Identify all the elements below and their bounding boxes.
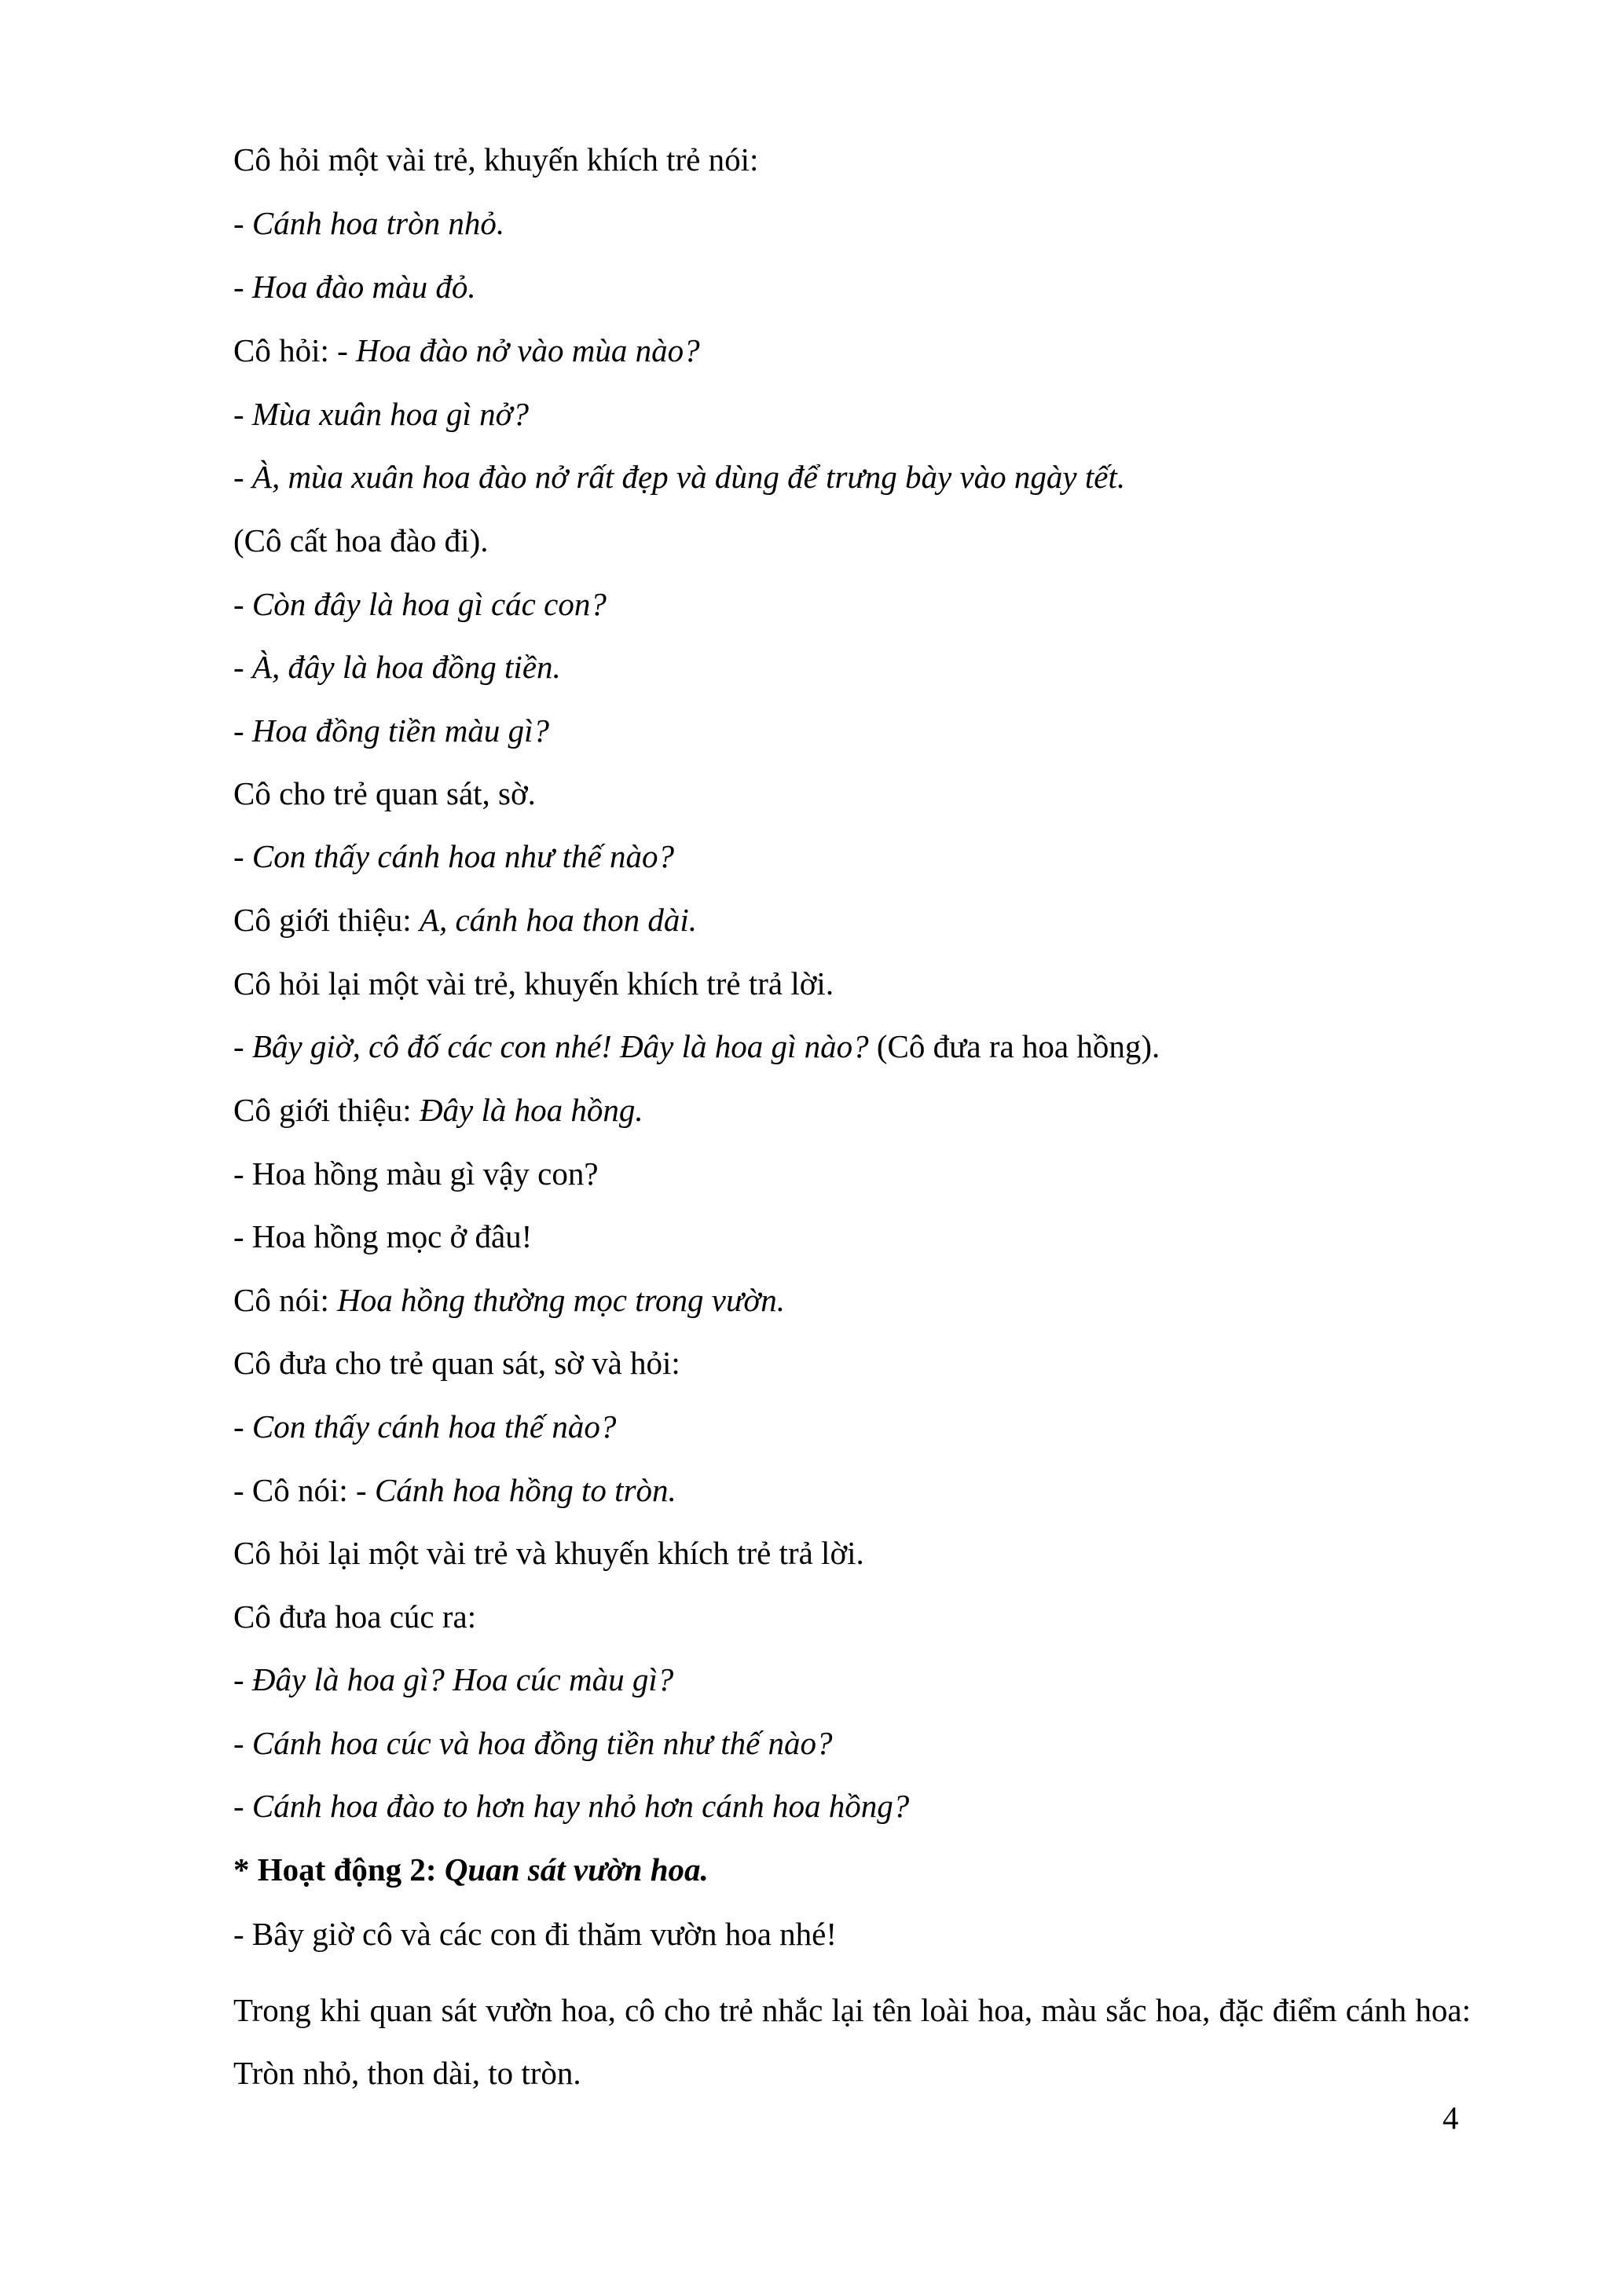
text-run: Con thấy cánh hoa thế nào? [251,1408,617,1445]
text-run: - [233,649,252,685]
text-line [233,1155,599,1192]
text-run: Cô hỏi một vài trẻ, khuyến khích trẻ nói: [233,141,759,178]
text-run: Cô nói: [233,1282,338,1318]
text-run: Cánh hoa tròn nhỏ. [251,205,505,241]
text-run: - [233,1788,252,1824]
text-line [233,901,697,939]
text-run: Cánh hoa hồng to tròn. [374,1472,676,1508]
text-run: - [233,396,252,432]
text-line [233,141,758,178]
text-run: - [233,1408,252,1445]
text-run: Đây là hoa gì? Hoa cúc màu gì? [251,1661,674,1697]
text-line [233,1851,709,1888]
text-run: Trong khi quan sát vườn hoa, cô cho trẻ nhắc lại tên loài hoa, màu sắc hoa, đặc điểm cánh hoa: Tròn nhỏ, thon dài, to tròn. [233,1992,1471,2091]
text-run: Hoa đào màu đỏ. [251,269,476,305]
text-line [233,395,529,433]
text-line [233,331,700,369]
text-line [233,1661,673,1698]
text-run: - [233,586,252,622]
text-line [233,204,504,242]
text-run: - [233,205,252,241]
text-line [233,1408,616,1445]
text-run: A, cánh hoa thon dài. [419,902,697,938]
text-run: À, mùa xuân hoa đào nở rất đẹp và dùng để trưng bày vào ngày tết. [251,459,1126,495]
text-run: Cô đưa hoa cúc ra: [233,1598,477,1635]
text-run: - Hoa đào nở vào mùa nào? [337,332,700,368]
text-line [233,1344,680,1382]
text-run: (Cô đưa ra hoa hồng). [868,1028,1160,1064]
text-line [233,712,549,749]
text-run: Cô hỏi lại một vài trẻ, khuyến khích trẻ trả lời. [233,965,834,1002]
text-run: Quan sát vườn hoa. [444,1851,709,1888]
text-run: Con thấy cánh hoa như thế nào? [251,838,674,874]
text-run: - Hoa hồng màu gì vậy con? [233,1155,599,1192]
text-line [233,1471,676,1509]
text-run: - [233,1028,252,1064]
text-line [233,1787,909,1825]
text-line [233,648,561,686]
text-line [233,1724,833,1762]
text-line [233,837,674,875]
text-run: Cô hỏi: [233,332,338,368]
text-run: Mùa xuân hoa gì nở? [251,396,530,432]
text-line [233,1979,1471,2104]
text-run: - Bây giờ cô và các con đi thăm vườn hoa nhé! [233,1916,838,1952]
text-run: - [233,1661,252,1697]
text-run: - [233,459,252,495]
text-line [233,1534,864,1572]
text-run: Hoa đồng tiền màu gì? [251,712,549,749]
text-run: - [233,838,252,874]
text-run: Cô cho trẻ quan sát, sờ. [233,775,536,811]
text-line [233,458,1125,496]
page-number: 4 [1443,2100,1459,2136]
text-line [233,1598,476,1635]
text-run: Cô đưa cho trẻ quan sát, sờ và hỏi: [233,1345,680,1381]
text-line [233,1915,837,1953]
text-run: - Hoa hồng mọc ở đâu! [233,1218,533,1254]
text-line [233,1091,643,1129]
text-run: Hoa hồng thường mọc trong vườn. [337,1282,785,1318]
text-line [233,1218,532,1255]
text-line [233,774,536,812]
text-run: Cánh hoa cúc và hoa đồng tiền như thế nào? [251,1725,833,1761]
text-run: * Hoạt động 2: [233,1851,445,1888]
text-run: À, đây là hoa đồng tiền. [251,649,561,685]
text-run: (Cô cất hoa đào đi). [233,522,489,558]
text-run: Đây là hoa hồng. [419,1092,643,1128]
text-run: - [233,1725,252,1761]
text-run: - Cô nói: - [233,1472,375,1508]
text-line [233,965,834,1002]
text-run: Cô hỏi lại một vài trẻ và khuyến khích trẻ trả lời. [233,1535,864,1571]
text-line [233,585,607,623]
text-run: Bây giờ, cô đố các con nhé! Đây là hoa gì nào? [251,1028,869,1064]
text-run: Cô giới thiệu: [233,902,420,938]
text-run: - [233,269,252,305]
text-run: Cô giới thiệu: [233,1092,420,1128]
text-line [233,1027,1160,1065]
text-line [233,268,476,306]
text-line [233,1281,785,1319]
text-run: - [233,712,252,749]
text-run: Còn đây là hoa gì các con? [251,586,607,622]
text-run: Cánh hoa đào to hơn hay nhỏ hơn cánh hoa hồng? [251,1788,910,1824]
text-line [233,522,488,559]
